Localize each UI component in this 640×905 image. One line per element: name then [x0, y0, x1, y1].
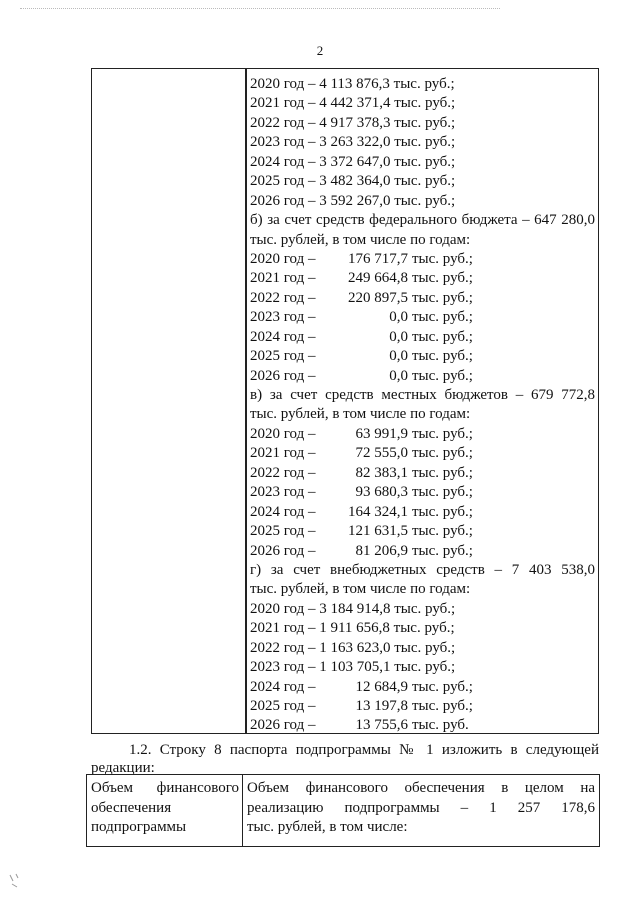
federal-budget-subheading: тыс. рублей, в том числе по годам:	[250, 231, 471, 248]
table-column-divider	[245, 68, 247, 734]
amendment-paragraph-line: редакции:	[91, 760, 155, 776]
local-year-line: 2021 год – 72 555,0 тыс. руб.;	[250, 445, 473, 462]
funding-value-line: реализацию подпрограммы – 1 257 178,6	[247, 799, 595, 816]
regional-year-line: 2023 год – 3 263 322,0 тыс. руб.;	[250, 134, 456, 151]
regional-year-line: 2021 год – 4 442 371,4 тыс. руб.;	[250, 95, 456, 112]
regional-year-line: 2025 год – 3 482 364,0 тыс. руб.;	[250, 173, 456, 190]
regional-year-line: 2022 год – 4 917 378,3 тыс. руб.;	[250, 114, 456, 131]
scan-artifact-mark	[8, 872, 22, 892]
regional-year-line: 2020 год – 4 113 876,3 тыс. руб.;	[250, 76, 455, 92]
local-year-line: 2024 год – 164 324,1 тыс. руб.;	[250, 503, 473, 520]
page-number: 2	[316, 43, 324, 58]
scan-artifact-dots	[20, 8, 500, 11]
federal-year-line: 2021 год – 249 664,8 тыс. руб.;	[250, 270, 473, 287]
local-year-line: 2025 год – 121 631,5 тыс. руб.;	[250, 523, 473, 540]
local-year-line: 2023 год – 93 680,3 тыс. руб.;	[250, 484, 473, 501]
extrabudgetary-subheading: тыс. рублей, в том числе по годам:	[250, 581, 471, 598]
extrabudgetary-year-line: 2021 год – 1 911 656,8 тыс. руб.;	[250, 620, 455, 637]
extrabudgetary-year-line: 2024 год – 12 684,9 тыс. руб.;	[250, 678, 473, 695]
table-column-divider	[242, 775, 243, 846]
extrabudgetary-year-line: 2025 год – 13 197,8 тыс. руб.;	[250, 698, 473, 714]
amendment-paragraph-line: 1.2. Строку 8 паспорта подпрограммы № 1 изложить в следующей	[129, 742, 599, 758]
extrabudgetary-year-line: 2026 год – 13 755,6 тыс. руб.	[250, 717, 469, 734]
regional-year-line: 2026 год – 3 592 267,0 тыс. руб.;	[250, 192, 456, 209]
funding-breakdown-cell	[250, 75, 595, 736]
extrabudgetary-year-line: 2022 год – 1 163 623,0 тыс. руб.;	[250, 639, 456, 656]
passport-table-continuation	[91, 68, 599, 734]
federal-year-line: 2025 год – 0,0 тыс. руб.;	[250, 348, 473, 365]
funding-value-line: Объем финансового обеспечения в целом на	[247, 780, 595, 796]
local-year-line: 2026 год – 81 206,9 тыс. руб.;	[250, 542, 473, 559]
funding-label-line: Объем финансового	[91, 780, 239, 796]
local-budget-subheading: тыс. рублей, в том числе по годам:	[250, 406, 471, 423]
federal-budget-heading: б) за счет средств федерального бюджета – 647 280,0	[250, 212, 595, 229]
amendment-paragraph	[91, 741, 599, 777]
local-budget-heading: в) за счет средств местных бюджетов – 679 772,8	[250, 387, 595, 403]
regional-year-line: 2024 год – 3 372 647,0 тыс. руб.;	[250, 153, 456, 170]
funding-label-line: обеспечения	[91, 799, 172, 816]
funding-label-line: подпрограммы	[91, 819, 187, 835]
federal-year-line: 2022 год – 220 897,5 тыс. руб.;	[250, 289, 473, 306]
funding-value-line: тыс. рублей, в том числе:	[247, 819, 408, 835]
funding-value-cell	[247, 779, 595, 838]
federal-year-line: 2026 год – 0,0 тыс. руб.;	[250, 367, 473, 384]
funding-label-cell	[91, 779, 239, 838]
extrabudgetary-heading: г) за счет внебюджетных средств – 7 403 538,0	[250, 561, 595, 578]
extrabudgetary-year-line: 2020 год – 3 184 914,8 тыс. руб.;	[250, 600, 456, 617]
federal-year-line: 2020 год – 176 717,7 тыс. руб.;	[250, 250, 473, 267]
local-year-line: 2022 год – 82 383,1 тыс. руб.;	[250, 464, 473, 481]
federal-year-line: 2023 год – 0,0 тыс. руб.;	[250, 309, 473, 326]
federal-year-line: 2024 год – 0,0 тыс. руб.;	[250, 328, 473, 345]
extrabudgetary-year-line: 2023 год – 1 103 705,1 тыс. руб.;	[250, 659, 456, 676]
subprogram-funding-table	[86, 774, 600, 847]
local-year-line: 2020 год – 63 991,9 тыс. руб.;	[250, 425, 473, 442]
